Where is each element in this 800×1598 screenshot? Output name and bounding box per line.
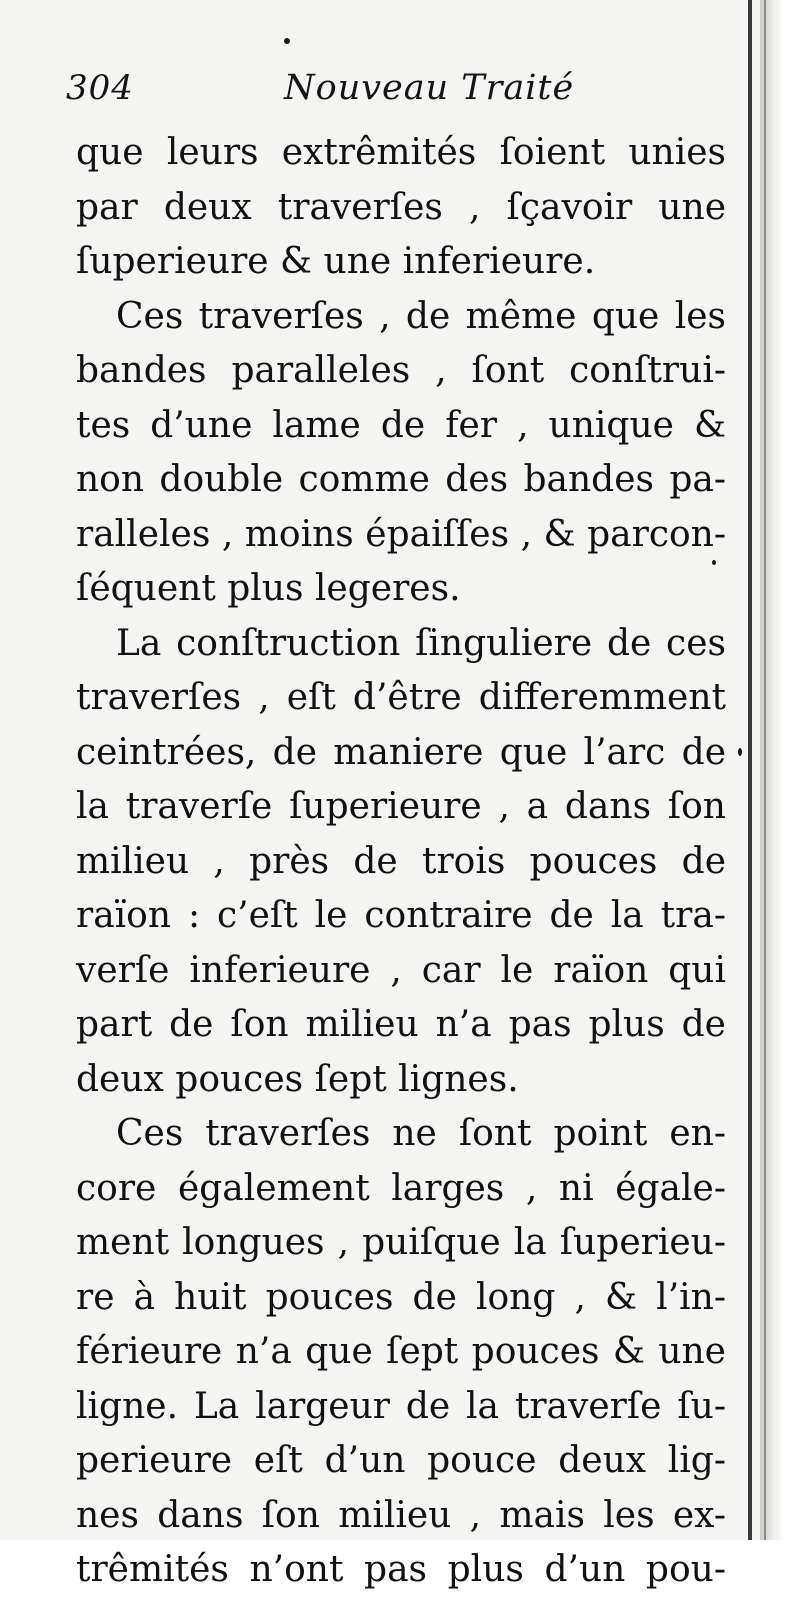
text-line: ceintrées, de maniere que l’arc de — [76, 731, 726, 773]
ink-speck — [738, 748, 742, 756]
page-edge-line — [764, 0, 766, 1540]
text-line: milieu , près de trois pouces de — [76, 840, 726, 882]
text-line: perieure eſt d’un pouce deux lig- — [76, 1440, 726, 1481]
paragraph-first-line: La conſtruction ſinguliere de ces — [116, 622, 726, 664]
text-line: ment longues , puiſque la ſuperieu- — [76, 1222, 726, 1263]
text-line: deux pouces ſept lignes. — [76, 1058, 519, 1100]
text-line: la traverſe ſuperieure , a dans ſon — [76, 786, 726, 827]
body-text — [76, 126, 726, 1598]
ink-speck — [284, 38, 290, 44]
text-line: ralleles , moins épaiſſes , & parcon- — [76, 513, 726, 555]
paragraph-first-line: Ces traverſes ne ſont point en- — [116, 1113, 726, 1154]
text-line: trêmités n’ont pas plus d’un pou- — [76, 1549, 726, 1590]
text-line: raïon : c’eſt le contraire de la tra- — [76, 895, 726, 936]
page-gutter — [760, 0, 800, 1540]
text-line: nes dans ſon milieu , mais les ex- — [76, 1494, 726, 1536]
text-line: ſéquent plus legeres. — [76, 568, 461, 609]
text-line: que leurs extrêmités ſoient unies — [76, 132, 726, 173]
text-line: par deux traverſes , ſçavoir une — [76, 186, 726, 228]
paragraph-first-line: Ces traverſes , de même que les — [116, 295, 726, 337]
text-line: verſe inferieure , car le raïon qui — [76, 949, 726, 991]
text-line: traverſes , eſt d’être differemment — [76, 677, 726, 718]
page-header — [66, 68, 716, 128]
text-line: non double comme des bandes pa- — [76, 459, 726, 500]
ink-speck — [712, 560, 716, 565]
text-line: ſuperieure & une inferieure. — [76, 241, 596, 282]
text-line: re à huit pouces de long , & l’in- — [76, 1276, 726, 1318]
text-line: férieure n’a que ſept pouces & une — [76, 1331, 726, 1372]
text-line: core également larges , ni égale- — [76, 1167, 726, 1209]
page-edge-shadow — [748, 0, 752, 1540]
text-line: part de ſon milieu n’a pas plus de — [76, 1004, 726, 1045]
text-line: ligne. La largeur de la traverſe ſu- — [76, 1385, 726, 1427]
text-line: bandes paralleles , ſont conſtrui- — [76, 350, 726, 391]
text-line: tes d’une lame de fer , unique & — [76, 404, 726, 446]
running-head: Nouveau Traité — [284, 68, 575, 108]
page-number: 304 — [66, 68, 134, 108]
